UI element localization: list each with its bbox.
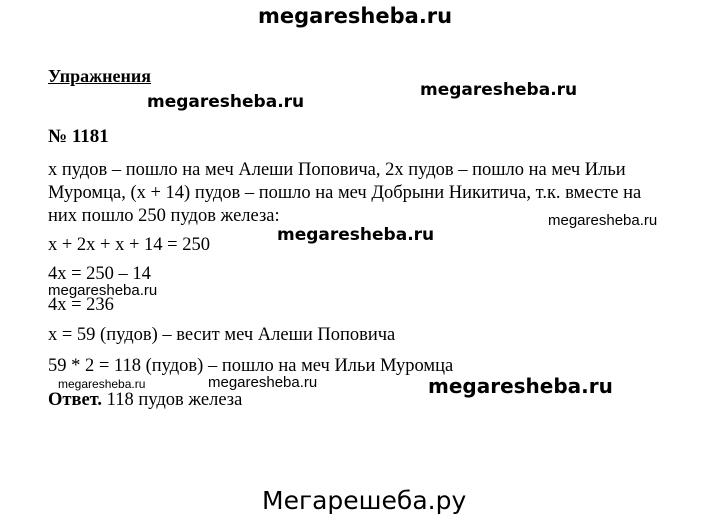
answer-label: Ответ. xyxy=(48,390,103,410)
solution-line: Муромца, (x + 14) пудов – пошло на меч Добрыни Никитича, т.к. вместе на xyxy=(48,183,642,203)
watermark: megaresheba.ru xyxy=(147,92,305,112)
footer-brand: Мегарешеба.ру xyxy=(262,486,467,515)
equation: 4x = 250 – 14 xyxy=(48,264,151,284)
watermark: megaresheba.ru xyxy=(58,377,146,391)
exercise-number: № 1181 xyxy=(48,126,109,147)
equation: x + 2x + x + 14 = 250 xyxy=(48,235,210,255)
watermark: megaresheba.ru xyxy=(420,80,578,100)
watermark: megaresheba.ru xyxy=(208,374,318,391)
watermark: megaresheba.ru xyxy=(48,282,158,299)
equation: 4x = 236 xyxy=(48,295,114,315)
answer-text: 118 пудов железа xyxy=(102,390,243,410)
answer xyxy=(48,390,242,411)
watermark: megaresheba.ru xyxy=(548,212,658,229)
watermark-header: megaresheba.ru xyxy=(258,4,453,28)
watermark: megaresheba.ru xyxy=(277,225,435,245)
solution-line: них пошло 250 пудов железа: xyxy=(48,206,280,226)
equation: x = 59 (пудов) – весит меч Алеши Поповича xyxy=(48,325,396,345)
equation: 59 * 2 = 118 (пудов) – пошло на меч Ильи Муромца xyxy=(48,356,454,376)
solution-line: x пудов – пошло на меч Алеши Поповича, 2x пудов – пошло на меч Ильи xyxy=(48,160,626,180)
section-title: Упражнения xyxy=(48,66,152,86)
watermark: megaresheba.ru xyxy=(428,374,613,398)
